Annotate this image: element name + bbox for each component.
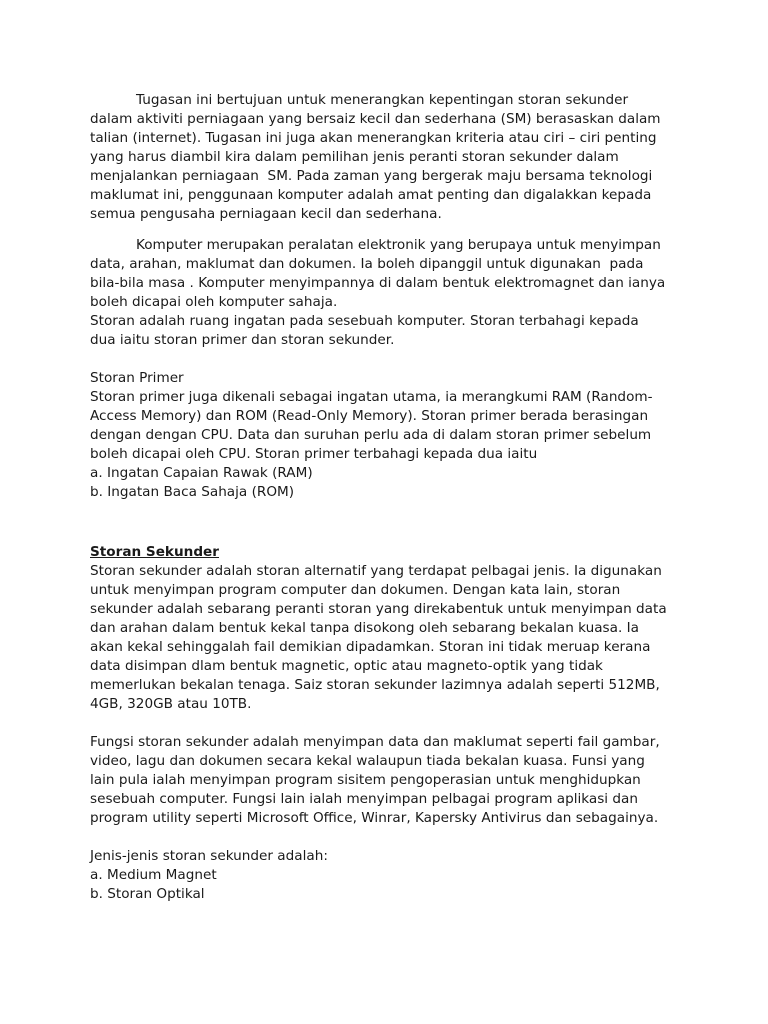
text-line: Storan primer juga dikenali sebagai ingatan utama, ia merangkumi RAM (Random- bbox=[90, 389, 653, 405]
text-line: maklumat ini, penggunaan komputer adalah amat penting dan digalakkan kepada bbox=[90, 187, 652, 203]
text-line: talian (internet). Tugasan ini juga akan menerangkan kriteria atau ciri – ciri penting bbox=[90, 130, 657, 146]
text-line: yang harus diambil kira dalam pemilihan jenis peranti storan sekunder dalam bbox=[90, 149, 619, 165]
document-page bbox=[90, 91, 685, 904]
text-line: video, lagu dan dokumen secara kekal walaupun tiada bekalan kuasa. Funsi yang bbox=[90, 753, 645, 769]
text-line: Tugasan ini bertujuan untuk menerangkan kepentingan storan sekunder bbox=[136, 92, 629, 108]
text-line: boleh dicapai oleh komputer sahaja. bbox=[90, 294, 338, 310]
text-line: akan kekal sehinggalah fail demikian dipadamkan. Storan ini tidak meruap kerana bbox=[90, 639, 651, 655]
paragraph-computer bbox=[90, 236, 685, 350]
list-item: b. Ingatan Baca Sahaja (ROM) bbox=[90, 484, 295, 500]
text-line: sekunder adalah sebarang peranti storan yang direkabentuk untuk menyimpan data bbox=[90, 601, 667, 617]
text-line: program utility seperti Microsoft Office, Winrar, Kapersky Antivirus dan sebagainya. bbox=[90, 810, 659, 826]
text-line: memerlukan bekalan tenaga. Saiz storan sekunder lazimnya adalah seperti 512MB, bbox=[90, 677, 660, 693]
text-line: lain pula ialah menyimpan program sisitem pengoperasian untuk menghidupkan bbox=[90, 772, 641, 788]
text-line: dan arahan dalam bentuk kekal tanpa disokong oleh sebarang bekalan kuasa. Ia bbox=[90, 620, 639, 636]
text-line: 4GB, 320GB atau 10TB. bbox=[90, 696, 252, 712]
text-line: Storan sekunder adalah storan alternatif yang terdapat pelbagai jenis. Ia digunakan bbox=[90, 563, 662, 579]
text-line: dalam aktiviti perniagaan yang bersaiz kecil dan sederhana (SM) berasaskan dalam bbox=[90, 111, 661, 127]
text-line: data, arahan, maklumat dan dokumen. Ia boleh dipanggil untuk digunakan pada bbox=[90, 256, 644, 272]
section-primary-storage bbox=[90, 369, 685, 502]
list-item: a. Medium Magnet bbox=[90, 867, 217, 883]
text-line: dengan dengan CPU. Data dan suruhan perlu ada di dalam storan primer sebelum bbox=[90, 427, 652, 443]
text-line: Access Memory) dan ROM (Read-Only Memory). Storan primer berada berasingan bbox=[90, 408, 649, 424]
list-item: a. Ingatan Capaian Rawak (RAM) bbox=[90, 465, 313, 481]
paragraph-function bbox=[90, 733, 685, 828]
text-line: menjalankan perniagaan SM. Pada zaman yang bergerak maju bersama teknologi bbox=[90, 168, 653, 184]
text-line: semua pengusaha perniagaan kecil dan sederhana. bbox=[90, 206, 442, 222]
text-line: untuk menyimpan program computer dan dokumen. Dengan kata lain, storan bbox=[90, 582, 621, 598]
text-line: data disimpan dlam bentuk magnetic, optic atau magneto-optik yang tidak bbox=[90, 658, 603, 674]
text-line: boleh dicapai oleh CPU. Storan primer terbahagi kepada dua iaitu bbox=[90, 446, 538, 462]
text-line: Storan adalah ruang ingatan pada sesebuah komputer. Storan terbahagi kepada bbox=[90, 313, 639, 329]
list-item: b. Storan Optikal bbox=[90, 886, 205, 902]
text-line: dua iaitu storan primer dan storan sekunder. bbox=[90, 332, 395, 348]
paragraph-intro bbox=[90, 91, 685, 224]
text-line: Jenis-jenis storan sekunder adalah: bbox=[90, 848, 328, 864]
section-secondary-storage bbox=[90, 543, 685, 714]
section-heading-primary: Storan Primer bbox=[90, 370, 184, 386]
text-line: Komputer merupakan peralatan elektronik yang berupaya untuk menyimpan bbox=[136, 237, 661, 253]
text-line: bila-bila masa . Komputer menyimpannya di dalam bentuk elektromagnet dan ianya bbox=[90, 275, 666, 291]
list-storage-types bbox=[90, 847, 685, 904]
text-line: sesebuah computer. Fungsi lain ialah menyimpan pelbagai program aplikasi dan bbox=[90, 791, 638, 807]
section-heading-secondary: Storan Sekunder bbox=[90, 544, 219, 560]
text-line: Fungsi storan sekunder adalah menyimpan data dan maklumat seperti fail gambar, bbox=[90, 734, 660, 750]
